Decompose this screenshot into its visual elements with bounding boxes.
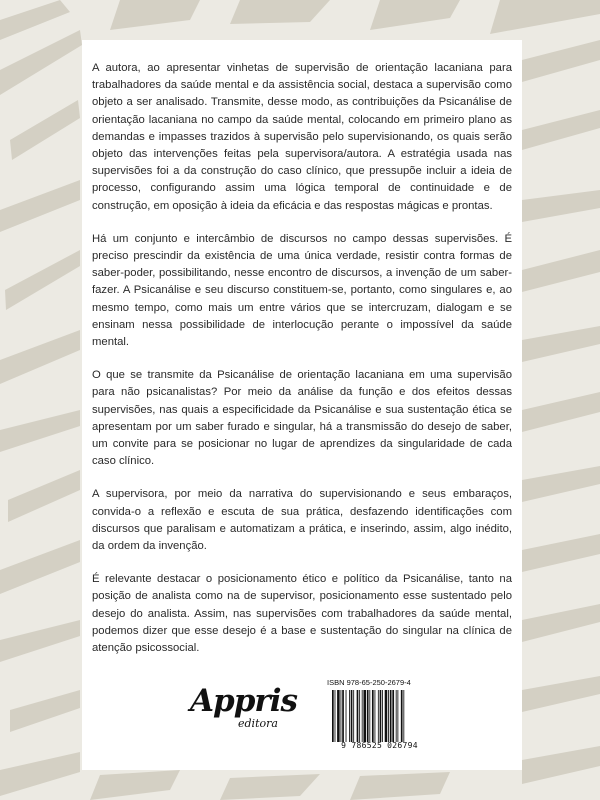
barcode-number: 9 786525 026794 — [341, 741, 418, 750]
barcode-bar — [372, 690, 374, 742]
isbn-barcode-block — [327, 676, 432, 756]
barcode-bar — [337, 690, 340, 742]
barcode-bar — [392, 690, 394, 742]
barcode-bar — [403, 690, 404, 742]
barcode-bar — [335, 690, 336, 742]
publisher-logo — [190, 683, 300, 735]
barcode-bar — [359, 690, 360, 742]
paragraph-1: A autora, ao apresentar vinhetas de supervisão de orientação lacaniana para trabalhadores da saúde mental e da assistência social, destaca a supervisão como objeto a ser analisado. Transmite, desse modo, as contribuições da Psicanálise de orientação lacaniana no campo da saúde mental, colocando em primeiro plano as demandas e impasses trazidos à supervisão pelo supervisionando, os quais serão objeto das intervenções feitas pela supervisora/autora. A estratégia usada nas supervisões foi a da construção do caso clínico, que pressupõe incluir a ideia de processo, configurando assim uma lógica temporal de continuidade e de construção, em oposição à ideia da eficácia e das respostas mágicas e prontas. — [92, 62, 512, 212]
barcode-bar — [401, 690, 403, 742]
paragraph-4: A supervisora, por meio da narrativa do supervisionando e seus embaraços, convida-o a reflexão e escuta de sua prática, desfazendo identificações com discursos que paralisam e automatizam a prática, e inserindo, assim, algo inédito, da ordem da invenção. — [92, 488, 512, 553]
barcode-bar — [397, 690, 398, 742]
barcode-bar — [332, 690, 334, 742]
barcode-bar — [363, 690, 366, 742]
barcode-bar — [375, 690, 376, 742]
barcode-bar — [351, 690, 353, 742]
barcode-bar — [353, 690, 354, 742]
barcode-bar — [362, 690, 363, 742]
barcode-bar — [346, 690, 347, 742]
barcode-bar — [342, 690, 344, 742]
isbn-label: ISBN 978-65-250-2679-4 — [327, 678, 411, 687]
barcode-bar — [396, 690, 397, 742]
barcode-bar — [382, 690, 383, 742]
paragraph-2: Há um conjunto e intercâmbio de discursos no campo dessas supervisões. É preciso prescindir da existência de uma única verdade, resistir contra formas de saber-poder, possibilitando, nesse encontro de discursos, a invenção de um saber-fazer. A Psicanálise e seu discurso constituem-se, portanto, como singulares e, ao mesmo tempo, como mais um entre vários que se intercruzam, dialogam e se ensinam nessa possibilidade de interlocução perante o impossível da saúde mental. — [92, 232, 512, 349]
barcode — [331, 690, 428, 742]
paragraph-3: O que se transmite da Psicanálise de orientação lacaniana em uma supervisão para não psicanalistas? Por meio da análise da função e dos efeitos dessas supervisões, nas quais a especificidade da Psicanálise e sua sustentação ética se apresentam por um saber furado e singular, há a transmissão do desejo de saber, um convite para se posicionar no lugar de aprendizes da singularidade de cada caso clínico. — [92, 369, 512, 468]
paragraph-5: É relevante destacar o posicionamento ético e político da Psicanálise, tanto na posição de analista como na de supervisor, posicionamento esse sustentado pelo desejo do analista. Assim, nas supervisões com trabalhadores da saúde mental, podemos dizer que esse desejo é a base e sustentação do singular na clínica de atenção psicossocial. — [92, 573, 512, 655]
barcode-bar — [349, 690, 350, 742]
barcode-bar — [390, 690, 392, 742]
barcode-bar — [341, 690, 342, 742]
barcode-bar — [388, 690, 389, 742]
barcode-bar — [378, 690, 379, 742]
barcode-bar — [369, 690, 370, 742]
barcode-bar — [380, 690, 382, 742]
publisher-logo-main: Appris — [190, 683, 297, 719]
back-cover-text — [92, 60, 512, 673]
barcode-bar — [385, 690, 388, 742]
barcode-bar — [357, 690, 359, 742]
barcode-bar — [367, 690, 369, 742]
publisher-logo-sub: editora — [238, 717, 278, 730]
